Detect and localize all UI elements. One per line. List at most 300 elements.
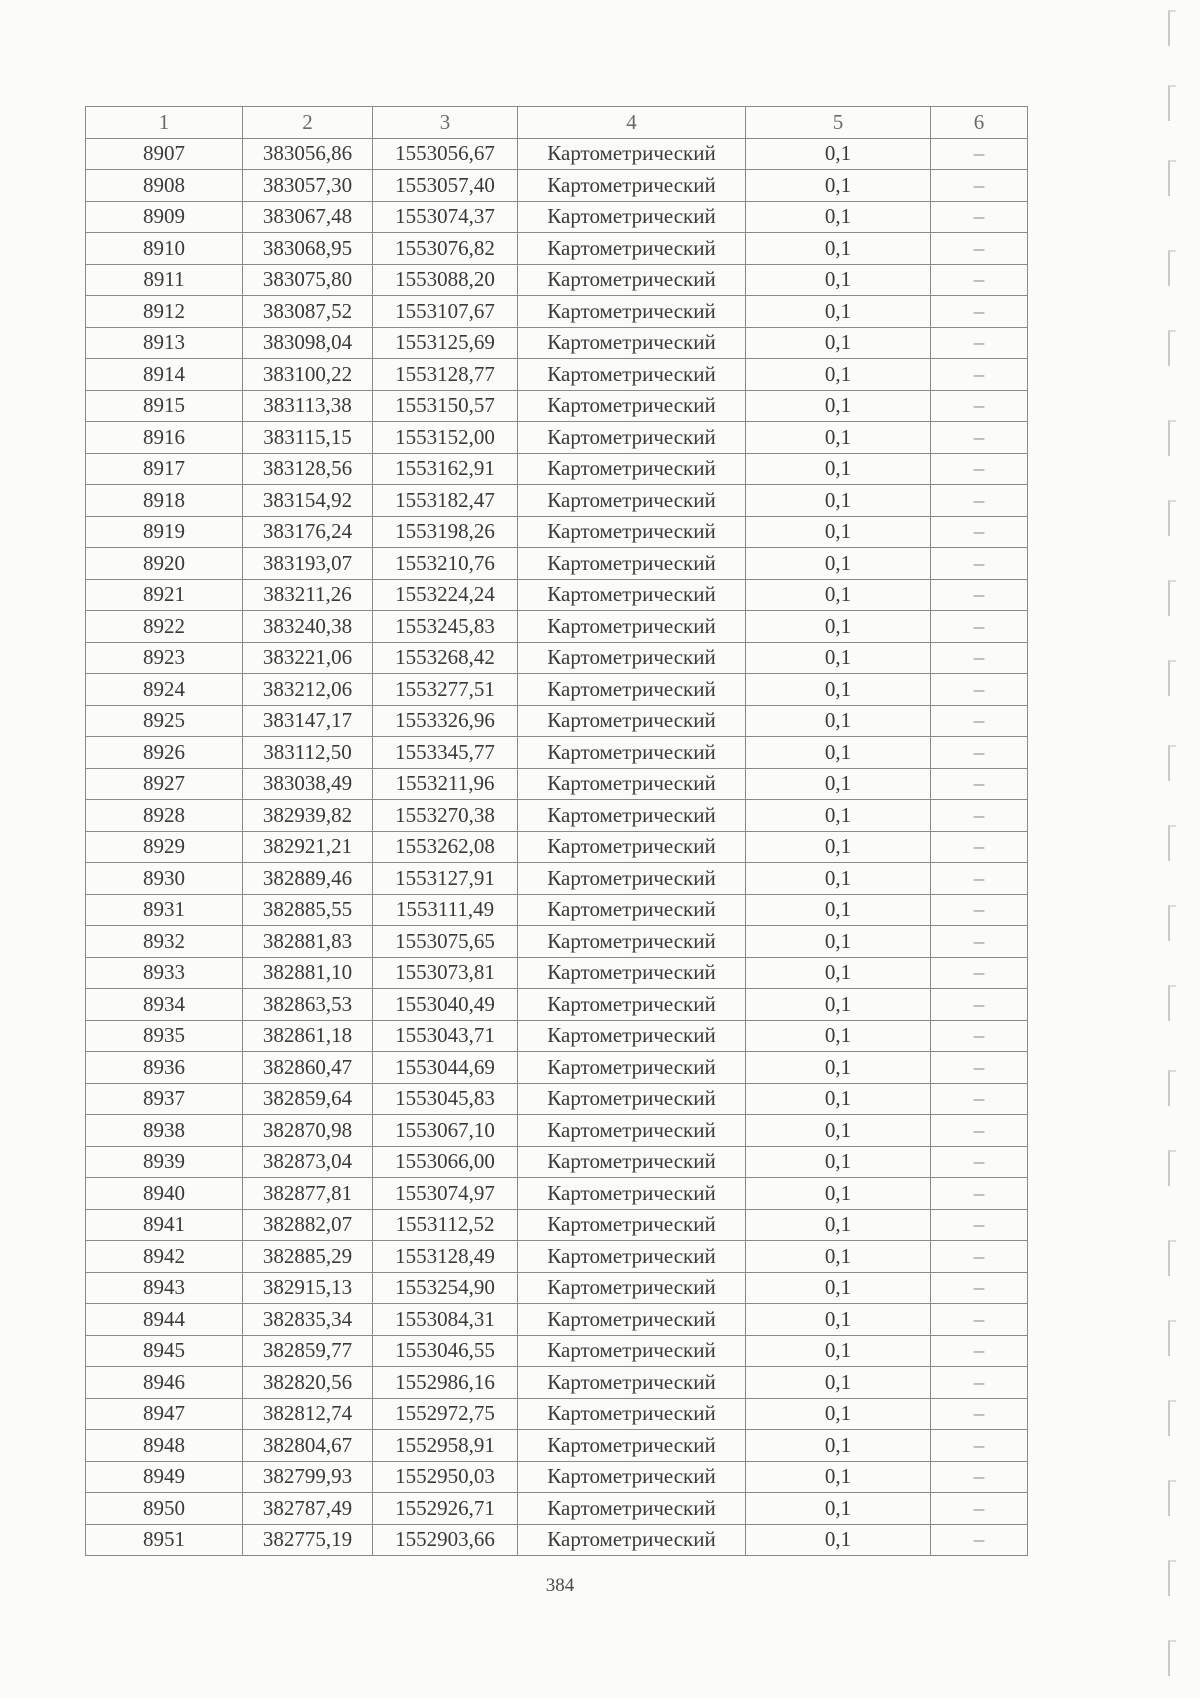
x-coordinate-cell: 382881,83	[243, 926, 373, 958]
binding-mark	[1168, 1560, 1176, 1596]
point-number-cell: 8940	[86, 1178, 243, 1210]
table-header-row	[86, 107, 1028, 139]
method-cell: Картометрический	[518, 1209, 746, 1241]
accuracy-cell: 0,1	[746, 233, 931, 265]
method-cell: Картометрический	[518, 390, 746, 422]
accuracy-cell: 0,1	[746, 926, 931, 958]
note-cell: –	[931, 1272, 1028, 1304]
x-coordinate-cell: 382885,55	[243, 894, 373, 926]
accuracy-cell: 0,1	[746, 863, 931, 895]
note-cell: –	[931, 1209, 1028, 1241]
method-cell: Картометрический	[518, 957, 746, 989]
note-cell: –	[931, 894, 1028, 926]
x-coordinate-cell: 382812,74	[243, 1398, 373, 1430]
note-cell: –	[931, 957, 1028, 989]
y-coordinate-cell: 1553150,57	[373, 390, 518, 422]
accuracy-cell: 0,1	[746, 1493, 931, 1525]
y-coordinate-cell: 1553074,97	[373, 1178, 518, 1210]
x-coordinate-cell: 383068,95	[243, 233, 373, 265]
point-number-cell: 8951	[86, 1524, 243, 1556]
note-cell: –	[931, 1146, 1028, 1178]
y-coordinate-cell: 1552972,75	[373, 1398, 518, 1430]
table-row	[86, 894, 1028, 926]
method-cell: Картометрический	[518, 1335, 746, 1367]
method-cell: Картометрический	[518, 1272, 746, 1304]
method-cell: Картометрический	[518, 516, 746, 548]
point-number-cell: 8916	[86, 422, 243, 454]
y-coordinate-cell: 1553074,37	[373, 201, 518, 233]
x-coordinate-cell: 382921,21	[243, 831, 373, 863]
y-coordinate-cell: 1553111,49	[373, 894, 518, 926]
table-row	[86, 390, 1028, 422]
method-cell: Картометрический	[518, 737, 746, 769]
method-cell: Картометрический	[518, 1461, 746, 1493]
point-number-cell: 8913	[86, 327, 243, 359]
point-number-cell: 8929	[86, 831, 243, 863]
point-number-cell: 8948	[86, 1430, 243, 1462]
point-number-cell: 8912	[86, 296, 243, 328]
table-row	[86, 642, 1028, 674]
x-coordinate-cell: 382859,77	[243, 1335, 373, 1367]
y-coordinate-cell: 1553056,67	[373, 138, 518, 170]
y-coordinate-cell: 1553128,77	[373, 359, 518, 391]
x-coordinate-cell: 382775,19	[243, 1524, 373, 1556]
point-number-cell: 8950	[86, 1493, 243, 1525]
note-cell: –	[931, 1398, 1028, 1430]
x-coordinate-cell: 383212,06	[243, 674, 373, 706]
note-cell: –	[931, 453, 1028, 485]
x-coordinate-cell: 382787,49	[243, 1493, 373, 1525]
method-cell: Картометрический	[518, 485, 746, 517]
note-cell: –	[931, 926, 1028, 958]
point-number-cell: 8937	[86, 1083, 243, 1115]
note-cell: –	[931, 1083, 1028, 1115]
method-cell: Картометрический	[518, 1052, 746, 1084]
x-coordinate-cell: 383112,50	[243, 737, 373, 769]
y-coordinate-cell: 1553088,20	[373, 264, 518, 296]
x-coordinate-cell: 383098,04	[243, 327, 373, 359]
column-header: 3	[373, 107, 518, 139]
x-coordinate-cell: 383211,26	[243, 579, 373, 611]
y-coordinate-cell: 1553043,71	[373, 1020, 518, 1052]
note-cell: –	[931, 611, 1028, 643]
binding-mark	[1168, 905, 1176, 941]
binding-mark	[1168, 580, 1176, 616]
x-coordinate-cell: 382885,29	[243, 1241, 373, 1273]
table-row	[86, 359, 1028, 391]
point-number-cell: 8920	[86, 548, 243, 580]
column-header: 2	[243, 107, 373, 139]
y-coordinate-cell: 1553262,08	[373, 831, 518, 863]
binding-mark	[1168, 330, 1176, 366]
accuracy-cell: 0,1	[746, 327, 931, 359]
accuracy-cell: 0,1	[746, 1083, 931, 1115]
table-row	[86, 422, 1028, 454]
method-cell: Картометрический	[518, 800, 746, 832]
point-number-cell: 8945	[86, 1335, 243, 1367]
x-coordinate-cell: 383087,52	[243, 296, 373, 328]
table-row	[86, 1209, 1028, 1241]
point-number-cell: 8911	[86, 264, 243, 296]
y-coordinate-cell: 1553044,69	[373, 1052, 518, 1084]
y-coordinate-cell: 1553107,67	[373, 296, 518, 328]
note-cell: –	[931, 516, 1028, 548]
table-row	[86, 1335, 1028, 1367]
point-number-cell: 8949	[86, 1461, 243, 1493]
y-coordinate-cell: 1553075,65	[373, 926, 518, 958]
method-cell: Картометрический	[518, 642, 746, 674]
binding-mark	[1168, 745, 1176, 781]
x-coordinate-cell: 382804,67	[243, 1430, 373, 1462]
binding-mark	[1168, 825, 1176, 861]
y-coordinate-cell: 1553125,69	[373, 327, 518, 359]
table-row	[86, 1115, 1028, 1147]
table-row	[86, 485, 1028, 517]
coordinates-table	[85, 106, 1028, 1556]
point-number-cell: 8915	[86, 390, 243, 422]
column-header: 4	[518, 107, 746, 139]
note-cell: –	[931, 1461, 1028, 1493]
note-cell: –	[931, 1052, 1028, 1084]
method-cell: Картометрический	[518, 548, 746, 580]
x-coordinate-cell: 383038,49	[243, 768, 373, 800]
point-number-cell: 8938	[86, 1115, 243, 1147]
table-body	[86, 138, 1028, 1556]
x-coordinate-cell: 383075,80	[243, 264, 373, 296]
column-header: 6	[931, 107, 1028, 139]
table-row	[86, 957, 1028, 989]
accuracy-cell: 0,1	[746, 957, 931, 989]
method-cell: Картометрический	[518, 1241, 746, 1273]
method-cell: Картометрический	[518, 1020, 746, 1052]
binding-mark	[1168, 250, 1176, 286]
method-cell: Картометрический	[518, 989, 746, 1021]
x-coordinate-cell: 383057,30	[243, 170, 373, 202]
point-number-cell: 8936	[86, 1052, 243, 1084]
y-coordinate-cell: 1553211,96	[373, 768, 518, 800]
binding-mark	[1168, 985, 1176, 1021]
method-cell: Картометрический	[518, 1430, 746, 1462]
note-cell: –	[931, 1335, 1028, 1367]
y-coordinate-cell: 1553084,31	[373, 1304, 518, 1336]
note-cell: –	[931, 485, 1028, 517]
accuracy-cell: 0,1	[746, 642, 931, 674]
x-coordinate-cell: 383154,92	[243, 485, 373, 517]
y-coordinate-cell: 1552986,16	[373, 1367, 518, 1399]
binding-mark	[1168, 1070, 1176, 1106]
note-cell: –	[931, 138, 1028, 170]
method-cell: Картометрический	[518, 831, 746, 863]
x-coordinate-cell: 383067,48	[243, 201, 373, 233]
method-cell: Картометрический	[518, 327, 746, 359]
point-number-cell: 8917	[86, 453, 243, 485]
binding-mark	[1168, 660, 1176, 696]
method-cell: Картометрический	[518, 926, 746, 958]
method-cell: Картометрический	[518, 170, 746, 202]
point-number-cell: 8927	[86, 768, 243, 800]
method-cell: Картометрический	[518, 233, 746, 265]
page-number: 384	[545, 1575, 575, 1596]
point-number-cell: 8922	[86, 611, 243, 643]
accuracy-cell: 0,1	[746, 611, 931, 643]
binding-mark	[1168, 1150, 1176, 1186]
note-cell: –	[931, 548, 1028, 580]
method-cell: Картометрический	[518, 296, 746, 328]
point-number-cell: 8921	[86, 579, 243, 611]
method-cell: Картометрический	[518, 1493, 746, 1525]
note-cell: –	[931, 642, 1028, 674]
point-number-cell: 8934	[86, 989, 243, 1021]
x-coordinate-cell: 383193,07	[243, 548, 373, 580]
x-coordinate-cell: 382820,56	[243, 1367, 373, 1399]
x-coordinate-cell: 383115,15	[243, 422, 373, 454]
method-cell: Картометрический	[518, 422, 746, 454]
y-coordinate-cell: 1552926,71	[373, 1493, 518, 1525]
method-cell: Картометрический	[518, 1524, 746, 1556]
column-header: 5	[746, 107, 931, 139]
y-coordinate-cell: 1553268,42	[373, 642, 518, 674]
y-coordinate-cell: 1553067,10	[373, 1115, 518, 1147]
table-row	[86, 989, 1028, 1021]
point-number-cell: 8909	[86, 201, 243, 233]
table-row	[86, 296, 1028, 328]
x-coordinate-cell: 383113,38	[243, 390, 373, 422]
table-row	[86, 768, 1028, 800]
y-coordinate-cell: 1553224,24	[373, 579, 518, 611]
x-coordinate-cell: 382882,07	[243, 1209, 373, 1241]
table-row	[86, 1304, 1028, 1336]
x-coordinate-cell: 382873,04	[243, 1146, 373, 1178]
accuracy-cell: 0,1	[746, 1115, 931, 1147]
binding-mark	[1168, 420, 1176, 456]
y-coordinate-cell: 1552958,91	[373, 1430, 518, 1462]
y-coordinate-cell: 1553326,96	[373, 705, 518, 737]
point-number-cell: 8918	[86, 485, 243, 517]
note-cell: –	[931, 831, 1028, 863]
x-coordinate-cell: 383128,56	[243, 453, 373, 485]
x-coordinate-cell: 382889,46	[243, 863, 373, 895]
point-number-cell: 8939	[86, 1146, 243, 1178]
y-coordinate-cell: 1553270,38	[373, 800, 518, 832]
note-cell: –	[931, 390, 1028, 422]
accuracy-cell: 0,1	[746, 1052, 931, 1084]
accuracy-cell: 0,1	[746, 1335, 931, 1367]
accuracy-cell: 0,1	[746, 579, 931, 611]
table-row	[86, 1524, 1028, 1556]
point-number-cell: 8944	[86, 1304, 243, 1336]
accuracy-cell: 0,1	[746, 422, 931, 454]
accuracy-cell: 0,1	[746, 1524, 931, 1556]
accuracy-cell: 0,1	[746, 705, 931, 737]
point-number-cell: 8943	[86, 1272, 243, 1304]
point-number-cell: 8919	[86, 516, 243, 548]
x-coordinate-cell: 383240,38	[243, 611, 373, 643]
point-number-cell: 8907	[86, 138, 243, 170]
table-row	[86, 201, 1028, 233]
table-row	[86, 705, 1028, 737]
y-coordinate-cell: 1553066,00	[373, 1146, 518, 1178]
point-number-cell: 8928	[86, 800, 243, 832]
x-coordinate-cell: 383056,86	[243, 138, 373, 170]
table-row	[86, 327, 1028, 359]
accuracy-cell: 0,1	[746, 674, 931, 706]
note-cell: –	[931, 1304, 1028, 1336]
note-cell: –	[931, 579, 1028, 611]
binding-mark	[1168, 1400, 1176, 1436]
accuracy-cell: 0,1	[746, 1367, 931, 1399]
point-number-cell: 8941	[86, 1209, 243, 1241]
table-row	[86, 138, 1028, 170]
y-coordinate-cell: 1553345,77	[373, 737, 518, 769]
accuracy-cell: 0,1	[746, 453, 931, 485]
note-cell: –	[931, 989, 1028, 1021]
accuracy-cell: 0,1	[746, 138, 931, 170]
note-cell: –	[931, 737, 1028, 769]
x-coordinate-cell: 383176,24	[243, 516, 373, 548]
y-coordinate-cell: 1553045,83	[373, 1083, 518, 1115]
table-row	[86, 926, 1028, 958]
method-cell: Картометрический	[518, 1146, 746, 1178]
point-number-cell: 8935	[86, 1020, 243, 1052]
binding-mark	[1168, 500, 1176, 536]
table-row	[86, 1083, 1028, 1115]
table-row	[86, 863, 1028, 895]
y-coordinate-cell: 1552903,66	[373, 1524, 518, 1556]
x-coordinate-cell: 382860,47	[243, 1052, 373, 1084]
point-number-cell: 8930	[86, 863, 243, 895]
point-number-cell: 8931	[86, 894, 243, 926]
accuracy-cell: 0,1	[746, 201, 931, 233]
note-cell: –	[931, 233, 1028, 265]
note-cell: –	[931, 674, 1028, 706]
accuracy-cell: 0,1	[746, 1146, 931, 1178]
method-cell: Картометрический	[518, 1398, 746, 1430]
note-cell: –	[931, 201, 1028, 233]
accuracy-cell: 0,1	[746, 894, 931, 926]
method-cell: Картометрический	[518, 863, 746, 895]
table-row	[86, 674, 1028, 706]
column-header: 1	[86, 107, 243, 139]
method-cell: Картометрический	[518, 894, 746, 926]
accuracy-cell: 0,1	[746, 989, 931, 1021]
table-row	[86, 1241, 1028, 1273]
point-number-cell: 8932	[86, 926, 243, 958]
point-number-cell: 8946	[86, 1367, 243, 1399]
note-cell: –	[931, 359, 1028, 391]
y-coordinate-cell: 1553198,26	[373, 516, 518, 548]
table-row	[86, 1461, 1028, 1493]
table-row	[86, 1430, 1028, 1462]
table-row	[86, 1020, 1028, 1052]
method-cell: Картометрический	[518, 359, 746, 391]
accuracy-cell: 0,1	[746, 1209, 931, 1241]
x-coordinate-cell: 383221,06	[243, 642, 373, 674]
binding-mark	[1168, 1320, 1176, 1356]
method-cell: Картометрический	[518, 1367, 746, 1399]
method-cell: Картометрический	[518, 1178, 746, 1210]
note-cell: –	[931, 863, 1028, 895]
table-row	[86, 1272, 1028, 1304]
accuracy-cell: 0,1	[746, 1020, 931, 1052]
note-cell: –	[931, 296, 1028, 328]
note-cell: –	[931, 800, 1028, 832]
method-cell: Картометрический	[518, 579, 746, 611]
binding-mark	[1168, 1240, 1176, 1276]
table-row	[86, 1052, 1028, 1084]
table-row	[86, 516, 1028, 548]
table-row	[86, 737, 1028, 769]
point-number-cell: 8908	[86, 170, 243, 202]
y-coordinate-cell: 1553057,40	[373, 170, 518, 202]
y-coordinate-cell: 1552950,03	[373, 1461, 518, 1493]
accuracy-cell: 0,1	[746, 1178, 931, 1210]
x-coordinate-cell: 382859,64	[243, 1083, 373, 1115]
accuracy-cell: 0,1	[746, 485, 931, 517]
accuracy-cell: 0,1	[746, 1241, 931, 1273]
note-cell: –	[931, 264, 1028, 296]
accuracy-cell: 0,1	[746, 1304, 931, 1336]
x-coordinate-cell: 382939,82	[243, 800, 373, 832]
accuracy-cell: 0,1	[746, 264, 931, 296]
accuracy-cell: 0,1	[746, 170, 931, 202]
y-coordinate-cell: 1553076,82	[373, 233, 518, 265]
note-cell: –	[931, 327, 1028, 359]
method-cell: Картометрический	[518, 674, 746, 706]
note-cell: –	[931, 1367, 1028, 1399]
y-coordinate-cell: 1553128,49	[373, 1241, 518, 1273]
point-number-cell: 8933	[86, 957, 243, 989]
accuracy-cell: 0,1	[746, 800, 931, 832]
binding-mark	[1168, 1640, 1176, 1676]
table-row	[86, 453, 1028, 485]
accuracy-cell: 0,1	[746, 831, 931, 863]
note-cell: –	[931, 1430, 1028, 1462]
method-cell: Картометрический	[518, 1304, 746, 1336]
method-cell: Картометрический	[518, 611, 746, 643]
note-cell: –	[931, 1524, 1028, 1556]
x-coordinate-cell: 382863,53	[243, 989, 373, 1021]
y-coordinate-cell: 1553162,91	[373, 453, 518, 485]
y-coordinate-cell: 1553112,52	[373, 1209, 518, 1241]
method-cell: Картометрический	[518, 705, 746, 737]
note-cell: –	[931, 1115, 1028, 1147]
y-coordinate-cell: 1553182,47	[373, 485, 518, 517]
accuracy-cell: 0,1	[746, 1272, 931, 1304]
x-coordinate-cell: 382877,81	[243, 1178, 373, 1210]
x-coordinate-cell: 382861,18	[243, 1020, 373, 1052]
method-cell: Картометрический	[518, 201, 746, 233]
binding-mark	[1168, 1480, 1176, 1516]
binding-mark	[1168, 160, 1176, 196]
point-number-cell: 8947	[86, 1398, 243, 1430]
point-number-cell: 8910	[86, 233, 243, 265]
table-row	[86, 1146, 1028, 1178]
accuracy-cell: 0,1	[746, 516, 931, 548]
table-row	[86, 800, 1028, 832]
x-coordinate-cell: 382881,10	[243, 957, 373, 989]
note-cell: –	[931, 768, 1028, 800]
table-row	[86, 1398, 1028, 1430]
point-number-cell: 8924	[86, 674, 243, 706]
table-row	[86, 548, 1028, 580]
table-row	[86, 1178, 1028, 1210]
accuracy-cell: 0,1	[746, 737, 931, 769]
note-cell: –	[931, 1178, 1028, 1210]
point-number-cell: 8925	[86, 705, 243, 737]
table-row	[86, 831, 1028, 863]
note-cell: –	[931, 170, 1028, 202]
note-cell: –	[931, 1493, 1028, 1525]
